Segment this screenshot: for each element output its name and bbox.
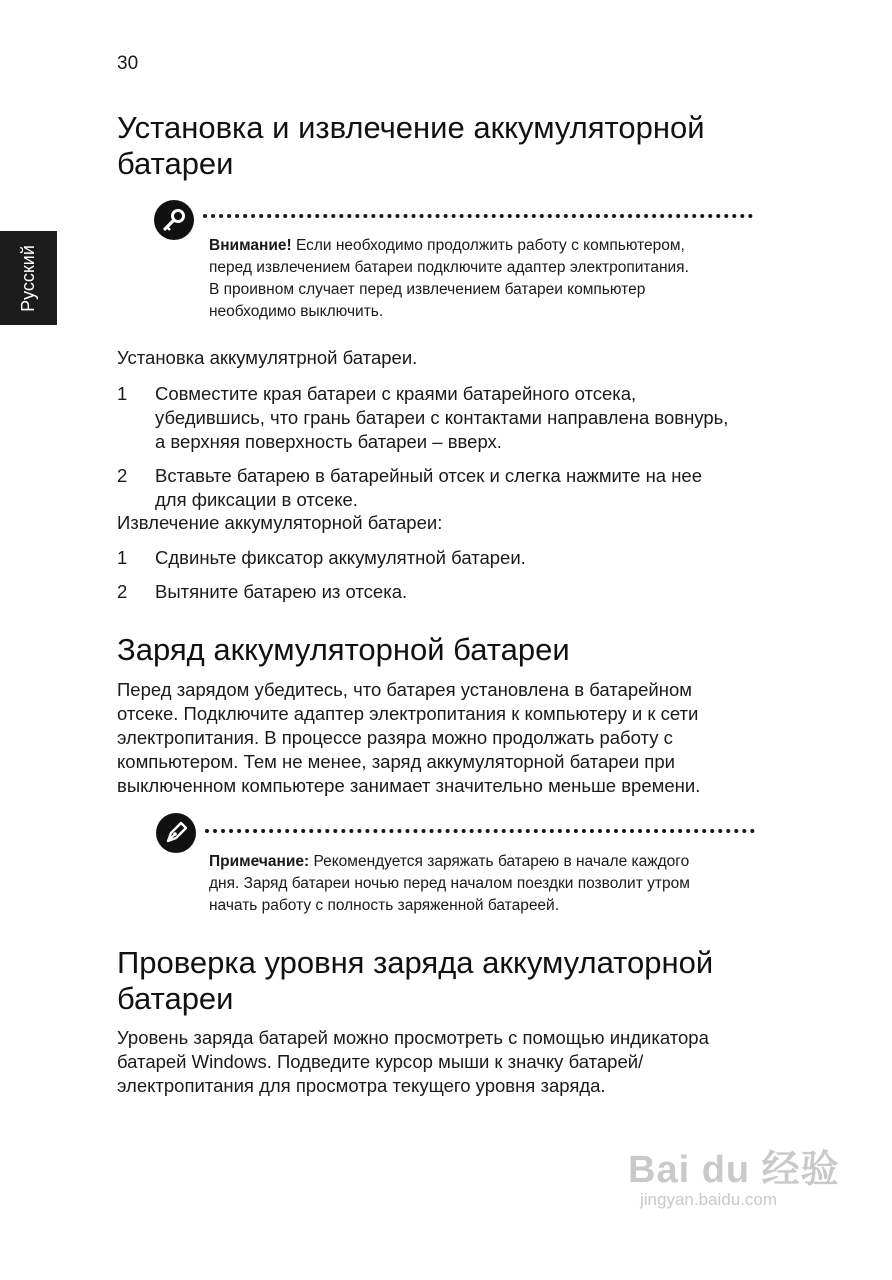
warning-line: перед извлечением батареи подключите адаптер электропитания. [209,259,689,276]
list-item [117,464,767,512]
warning-text [209,235,769,323]
list-item [117,580,767,604]
list-item-text: Вытяните батарею из отсека. [155,581,408,602]
page-number: 30 [117,53,139,74]
section-title-install-remove [117,110,797,182]
paragraph-line: электропитания. В процессе разяра можно продолжать работу с [117,727,673,748]
list-item-line: Вставьте батарею в батарейный отсек и слегка нажмите на нее [155,465,703,486]
section-title-line: Установка и извлечение аккумуляторной [117,110,705,145]
note-pen-icon [156,813,196,853]
list-item-text [155,464,765,512]
list-item-text: Сдвиньте фиксатор аккумулятной батареи. [155,547,526,568]
remove-intro: Извлечение аккумуляторной батареи: [117,512,443,533]
warning-label: Внимание! [209,237,292,254]
list-item-line: убедившись, что грань батареи с контактами направлена вовнурь, [155,407,729,428]
paragraph-line: отсеке. Подключите адаптер электропитания к компьютеру и к сети [117,703,699,724]
watermark-logo: Bai du 经验 [628,1149,840,1191]
warning-key-icon [154,200,194,240]
section-title-check-level [117,945,797,1017]
section-title-charging: Заряд аккумуляторной батареи [117,632,570,667]
note-line: дня. Заряд батареи ночью перед началом поездки позволит утром [209,875,690,892]
list-item-line: для фиксации в отсеке. [155,489,358,510]
paragraph-line: выключенном компьютере занимает значительно меньше времени. [117,775,701,796]
paragraph-line: электропитания для просмотра текущего уровня заряда. [117,1075,606,1096]
note-line: начать работу с полность заряженной батареей. [209,897,560,914]
section-title-line: батареи [117,146,234,181]
note-dotted-divider [205,829,755,833]
section-title-line: Проверка уровня заряда аккумулаторной [117,945,714,980]
list-item-line: а верхняя поверхность батареи – вверх. [155,431,502,452]
note-text [209,851,769,917]
paragraph-line: Перед зарядом убедитесь, что батарея установлена в батарейном [117,679,692,700]
watermark [628,1150,840,1210]
language-side-tab-label: Русский [18,244,39,312]
warning-line: Если необходимо продолжить работу с компьютером, [295,237,685,254]
list-item-text [155,382,765,454]
list-item-number: 2 [117,581,128,602]
check-level-paragraph [117,1026,767,1098]
list-item-line: Совместите края батареи с краями батарейного отсека, [155,383,637,404]
warning-dotted-divider [203,214,753,218]
list-item-number: 2 [117,465,128,486]
language-side-tab [0,231,57,325]
paragraph-line: Уровень заряда батарей можно просмотреть с помощью индикатора [117,1027,709,1048]
list-item-number: 1 [117,383,128,404]
warning-line: необходимо выключить. [209,303,384,320]
warning-line: В проивном случает перед извлечением батареи компьютер [209,281,646,298]
paragraph-line: компьютером. Тем не менее, заряд аккумуляторной батареи при [117,751,675,772]
note-label: Примечание: [209,853,310,870]
list-item [117,546,767,570]
watermark-url: jingyan.baidu.com [640,1190,778,1209]
list-item-number: 1 [117,547,128,568]
install-intro: Установка аккумулятрной батареи. [117,347,418,368]
note-line: Рекомендуется заряжать батарею в начале каждого [313,853,690,870]
paragraph-line: батарей Windows. Подведите курсор мыши к значку батарей/ [117,1051,644,1072]
charging-paragraph [117,678,767,798]
section-title-line: батареи [117,981,234,1016]
list-item [117,382,767,454]
